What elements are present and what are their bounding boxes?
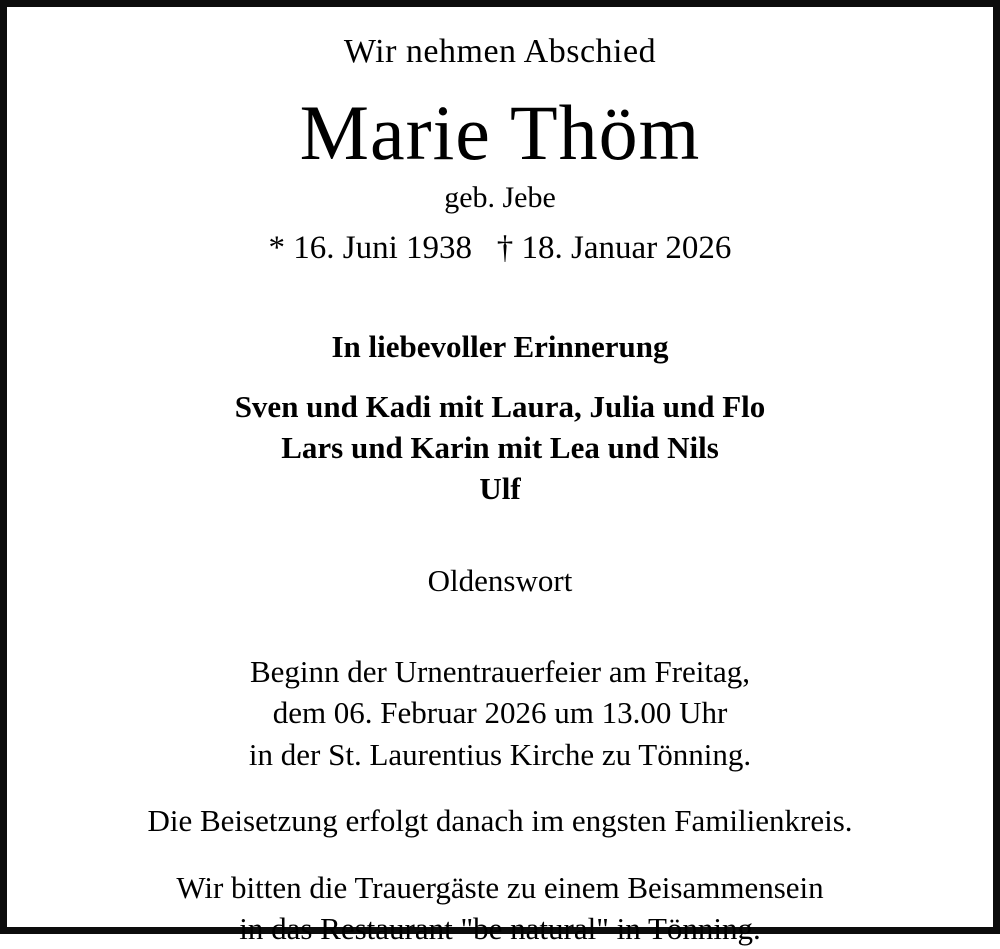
family-line: Sven und Kadi mit Laura, Julia und Flo [234, 389, 766, 425]
memory-line: In liebevoller Erinnerung [331, 329, 669, 364]
service-block [249, 651, 751, 775]
place-name: Oldenswort [427, 562, 573, 598]
gathering-line: in das Restaurant "be natural" in Tönning. [239, 911, 761, 947]
service-line: dem 06. Februar 2026 um 13.00 Uhr [272, 695, 728, 731]
family-line: Lars und Karin mit Lea und Nils [281, 430, 719, 466]
service-line: in der St. Laurentius Kirche zu Tönning. [248, 736, 752, 772]
family-block [235, 387, 766, 510]
family-line: Ulf [479, 471, 521, 506]
deceased-name: Marie Thöm [299, 89, 701, 177]
gathering-line: Wir bitten die Trauergäste zu einem Beisammensein [176, 870, 824, 906]
gathering-block [176, 867, 823, 949]
maiden-name: geb. Jebe [444, 181, 556, 215]
birth-death-dates: * 16. Juni 1938 † 18. Januar 2026 [268, 230, 732, 267]
farewell-headline: Wir nehmen Abschied [343, 33, 657, 70]
burial-note: Die Beisetzung erfolgt danach im engsten Familienkreis. [147, 802, 853, 838]
service-line: Beginn der Urnentrauerfeier am Freitag, [249, 654, 751, 690]
